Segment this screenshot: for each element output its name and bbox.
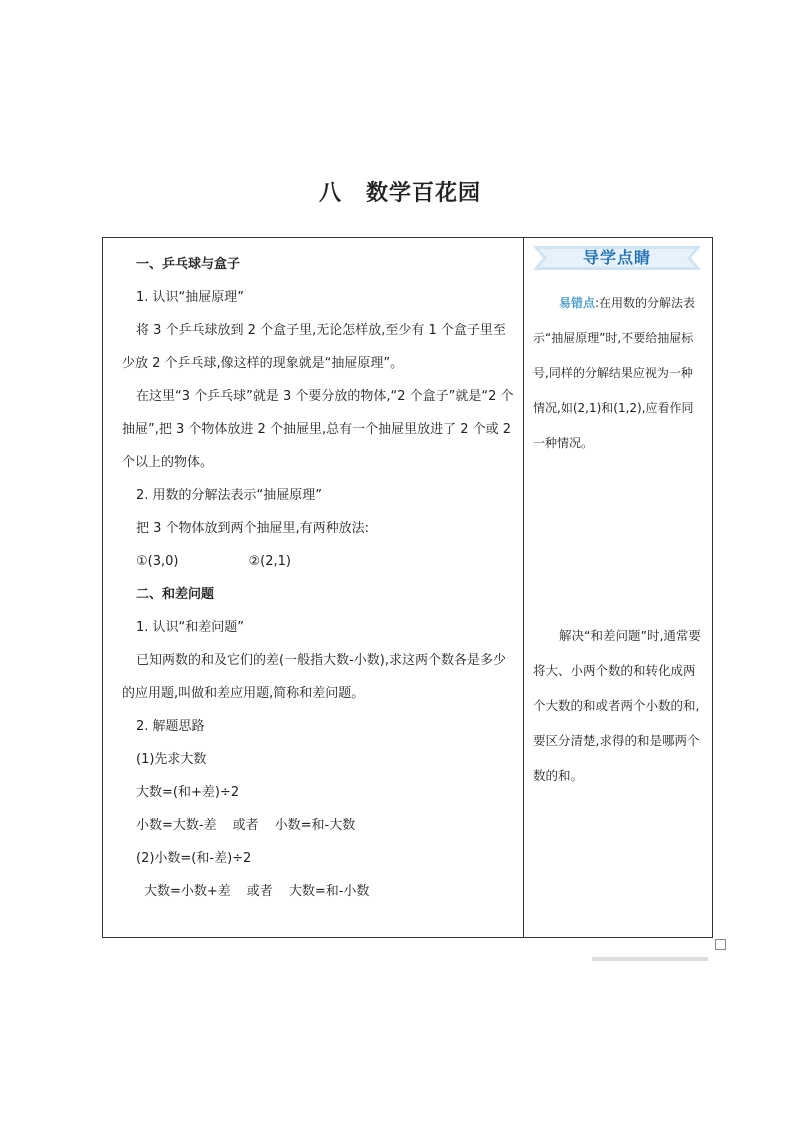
option-2: ②(2,1) xyxy=(248,554,291,569)
options-row xyxy=(122,545,517,578)
subsection-heading: 1. 认识“抽屉原理” xyxy=(136,290,245,305)
column-divider xyxy=(523,237,524,938)
paragraph: 已知两数的和及它们的差(一般指大数-小数),求这两个数各是多少的应用题,叫做和差应用题,简称和差问题。 xyxy=(122,653,506,701)
note-label: 易错点 xyxy=(559,296,596,310)
formula xyxy=(122,809,517,842)
guide-banner xyxy=(533,244,701,272)
side-note-1 xyxy=(533,286,703,461)
paragraph: 在这里“3 个乒乓球”就是 3 个要分放的物体,“2 个盒子”就是“2 个抽屉”,把 3 个物体放进 2 个抽屉里,总有一个抽屉里放进了 2 个或 2 个以上的物体。 xyxy=(122,389,514,470)
subsection-heading: 1. 认识“和差问题” xyxy=(136,620,245,635)
option-1: ①(3,0) xyxy=(136,554,179,569)
corner-box-icon xyxy=(715,939,726,950)
page-title xyxy=(0,176,800,207)
formula-part: 小数=和-大数 xyxy=(274,818,356,833)
or-text: 或者 xyxy=(232,818,259,833)
banner-title: 导学点睛 xyxy=(582,248,651,267)
chapter-number: 八 xyxy=(318,181,342,206)
note-text: :在用数的分解法表示“抽屉原理”时,不要给抽屉标号,同样的分解结果应视为一种情况,如(2,1)和(1,2),应看作同一种情况。 xyxy=(533,296,696,450)
method-label: (1)先求大数 xyxy=(136,752,207,767)
formula: 大数=(和+差)÷2 xyxy=(136,785,240,800)
main-column xyxy=(122,248,517,908)
side-note-2: 解决“和差问题”时,通常要将大、小两个数的和转化成两个大数的和或者两个小数的和,要区分清楚,求得的和是哪两个数的和。 xyxy=(533,628,701,783)
paragraph: 把 3 个物体放到两个抽屉里,有两种放法: xyxy=(136,521,370,536)
footer-mark xyxy=(592,957,708,961)
subsection-heading: 2. 解题思路 xyxy=(136,719,205,734)
formula-part: 大数=小数+差 xyxy=(144,884,231,899)
formula-part: 小数=大数-差 xyxy=(136,818,217,833)
or-text: 或者 xyxy=(246,884,273,899)
formula xyxy=(122,875,517,908)
chapter-title: 数学百花园 xyxy=(366,181,482,206)
subsection-heading: 2. 用数的分解法表示“抽屉原理” xyxy=(136,488,323,503)
section-heading: 一、乒乓球与盒子 xyxy=(136,257,241,272)
paragraph: 将 3 个乒乓球放到 2 个盒子里,无论怎样放,至少有 1 个盒子里至少放 2 个乒乓球,像这样的现象就是“抽屉原理”。 xyxy=(122,323,506,371)
section-heading: 二、和差问题 xyxy=(136,587,215,602)
method-label: (2)小数=(和-差)÷2 xyxy=(136,851,252,866)
formula-part: 大数=和-小数 xyxy=(288,884,370,899)
